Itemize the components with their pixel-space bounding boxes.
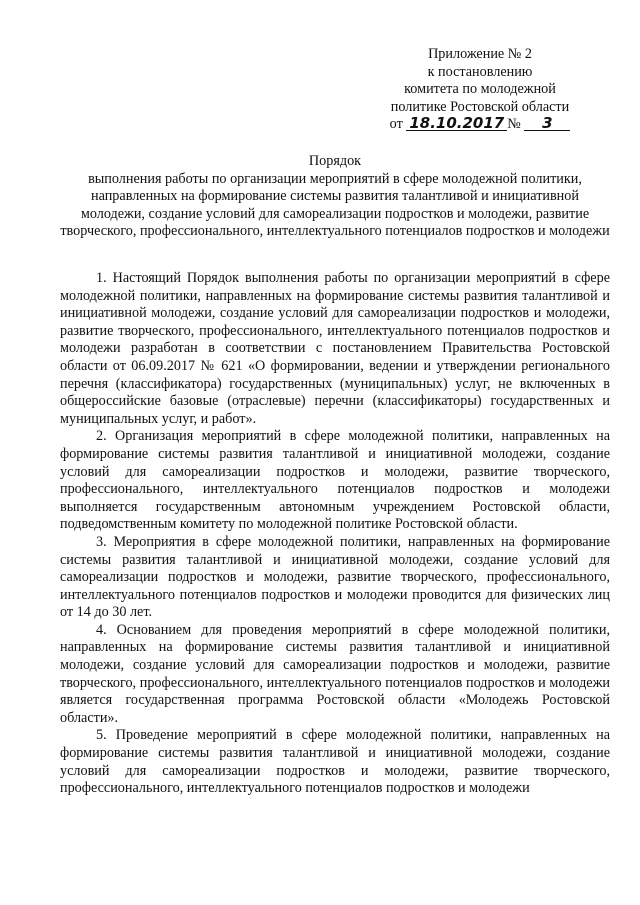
title-heading: Порядок [308, 153, 362, 169]
appendix-block [380, 46, 580, 134]
paragraph-1: 1. Настоящий Порядок выполнения работы по организации мероприятий в сфере молодежной политики, направленных на формирование системы развития талантливой и инициативной молодежи, создание условий для самореализации подростков и молодежи, развитие творческого, профессионального, интеллектуального потенциалов подростков и молодежи разработан в соответствии с постановлением Правительства Ростовской области от 06.09.2017 № 621 «О формировании, ведении и утверждении регионального перечня (классификатора) государственных (муниципальных) услуг, не включенных в общероссийские базовые (отраслевые) перечни (классификаторы) государственных и муниципальных услуг, и работ». [60, 270, 610, 427]
title-subtitle: выполнения работы по организации мероприятий в сфере молодежной политики, направленных на формирование системы развития талантливой и инициативной молодежи, создание условий для самореализации подростков и молодежи, развитие творческого, профессионального, интеллектуального потенциалов подростков и молодежи [60, 170, 610, 240]
appendix-reference: к постановлению [427, 63, 533, 80]
handwritten-number: 3 [524, 116, 570, 131]
date-prefix: от [389, 116, 403, 133]
appendix-date-line [380, 116, 580, 134]
appendix-authority: комитета по молодежной [404, 81, 556, 98]
document-body [60, 270, 610, 798]
number-prefix: № [507, 116, 521, 133]
appendix-number: Приложение № 2 [428, 46, 532, 62]
handwritten-date: 18.10.2017 [406, 116, 507, 131]
paragraph-2: 2. Организация мероприятий в сфере молодежной политики, направленных на формирование системы развития талантливой и инициативной молодежи, создание условий для самореализации подростков и молодежи, развитие творческого, профессионального, интеллектуального потенциалов подростков и молодежи выполняется государственным автономным учреждением Ростовской области, подведомственным комитету по молодежной политике Ростовской области. [60, 428, 610, 533]
document-title [60, 153, 610, 241]
appendix-authority-region: политике Ростовской области [390, 98, 570, 115]
paragraph-4: 4. Основанием для проведения мероприятий в сфере молодежной политики, направленных на формирование системы развития талантливой и инициативной молодежи, создание условий для самореализации подростков и молодежи, развитие творческого, профессионального, интеллектуального потенциалов подростков и молодежи является государственная программа Ростовской области «Молодежь Ростовской области». [60, 621, 610, 726]
paragraph-5: 5. Проведение мероприятий в сфере молодежной политики, направленных на формирование системы развития талантливой и инициативной молодежи, создание условий для самореализации подростков и молодежи, развитие творческого, профессионального, интеллектуального потенциалов подростков и молодежи [60, 727, 610, 797]
paragraph-3: 3. Мероприятия в сфере молодежной политики, направленных на формирование системы развития талантливой и инициативной молодежи, создание условий для самореализации подростков и молодежи, развитие творческого, профессионального, интеллектуального потенциалов подростков и молодежи проводится для физических лиц от 14 до 30 лет. [60, 533, 610, 621]
